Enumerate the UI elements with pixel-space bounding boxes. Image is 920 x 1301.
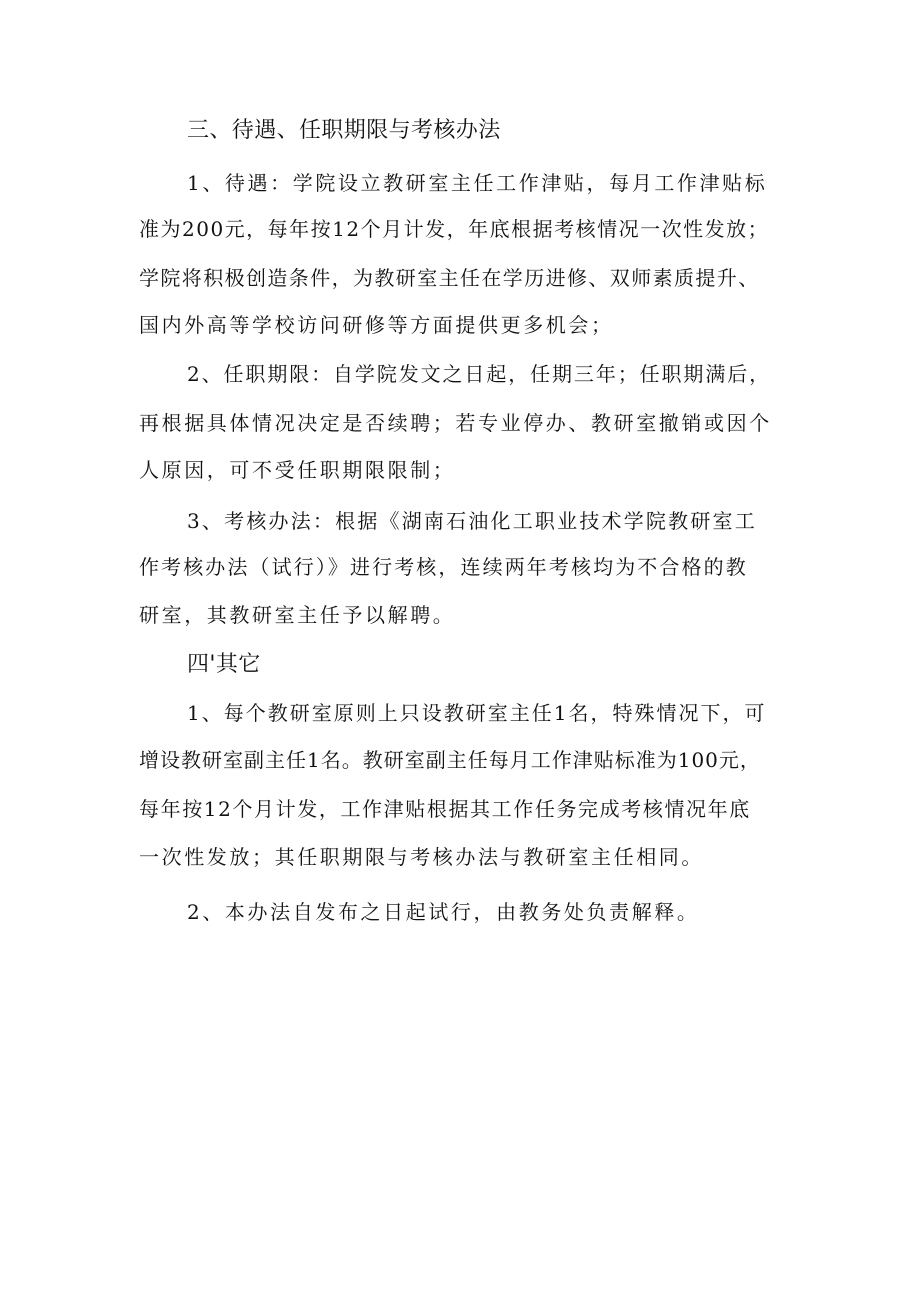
- section-3-heading: 三、待遇、任职期限与考核办法: [187, 118, 501, 143]
- section-4-heading: 四'其它: [187, 652, 261, 677]
- paragraph-line: 准为200元，每年按12个月计发，年底根据考核情况一次性发放；: [139, 217, 770, 241]
- paragraph-line: 增设教研室副主任1名。教研室副主任每月工作津贴标准为100元，: [139, 748, 761, 772]
- paragraph-line: 人原因，可不受任职期限限制；: [139, 458, 456, 482]
- paragraph-line: 每年按12个月计发，工作津贴根据其工作任务完成考核情况年底: [139, 797, 751, 821]
- paragraph-line: 2、本办法自发布之日起试行，由教务处负责解释。: [187, 900, 700, 924]
- paragraph-line: 学院将积极创造条件，为教研室主任在学历进修、双师素质提升、: [139, 266, 760, 290]
- paragraph-line: 3、考核办法：根据《湖南石油化工职业技术学院教研室工: [187, 509, 757, 533]
- paragraph-line: 作考核办法（试行）》进行考核，连续两年考核均为不合格的教: [139, 555, 748, 579]
- paragraph-line: 1、每个教研室原则上只设教研室主任1名，特殊情况下，可: [187, 701, 767, 725]
- paragraph-line: 再根据具体情况决定是否续聘；若专业停办、教研室撤销或因个: [139, 411, 772, 435]
- paragraph-line: 1、待遇：学院设立教研室主任工作津贴，每月工作津贴标: [187, 171, 768, 195]
- paragraph-line: 一次性发放；其任职期限与考核办法与教研室主任相同。: [139, 845, 704, 869]
- paragraph-line: 2、任职期限：自学院发文之日起，任期三年；任职期满后，: [187, 362, 772, 386]
- paragraph-line: 国内外高等学校访问研修等方面提供更多机会；: [139, 313, 614, 337]
- paragraph-line: 研室，其教研室主任予以解聘。: [139, 603, 456, 627]
